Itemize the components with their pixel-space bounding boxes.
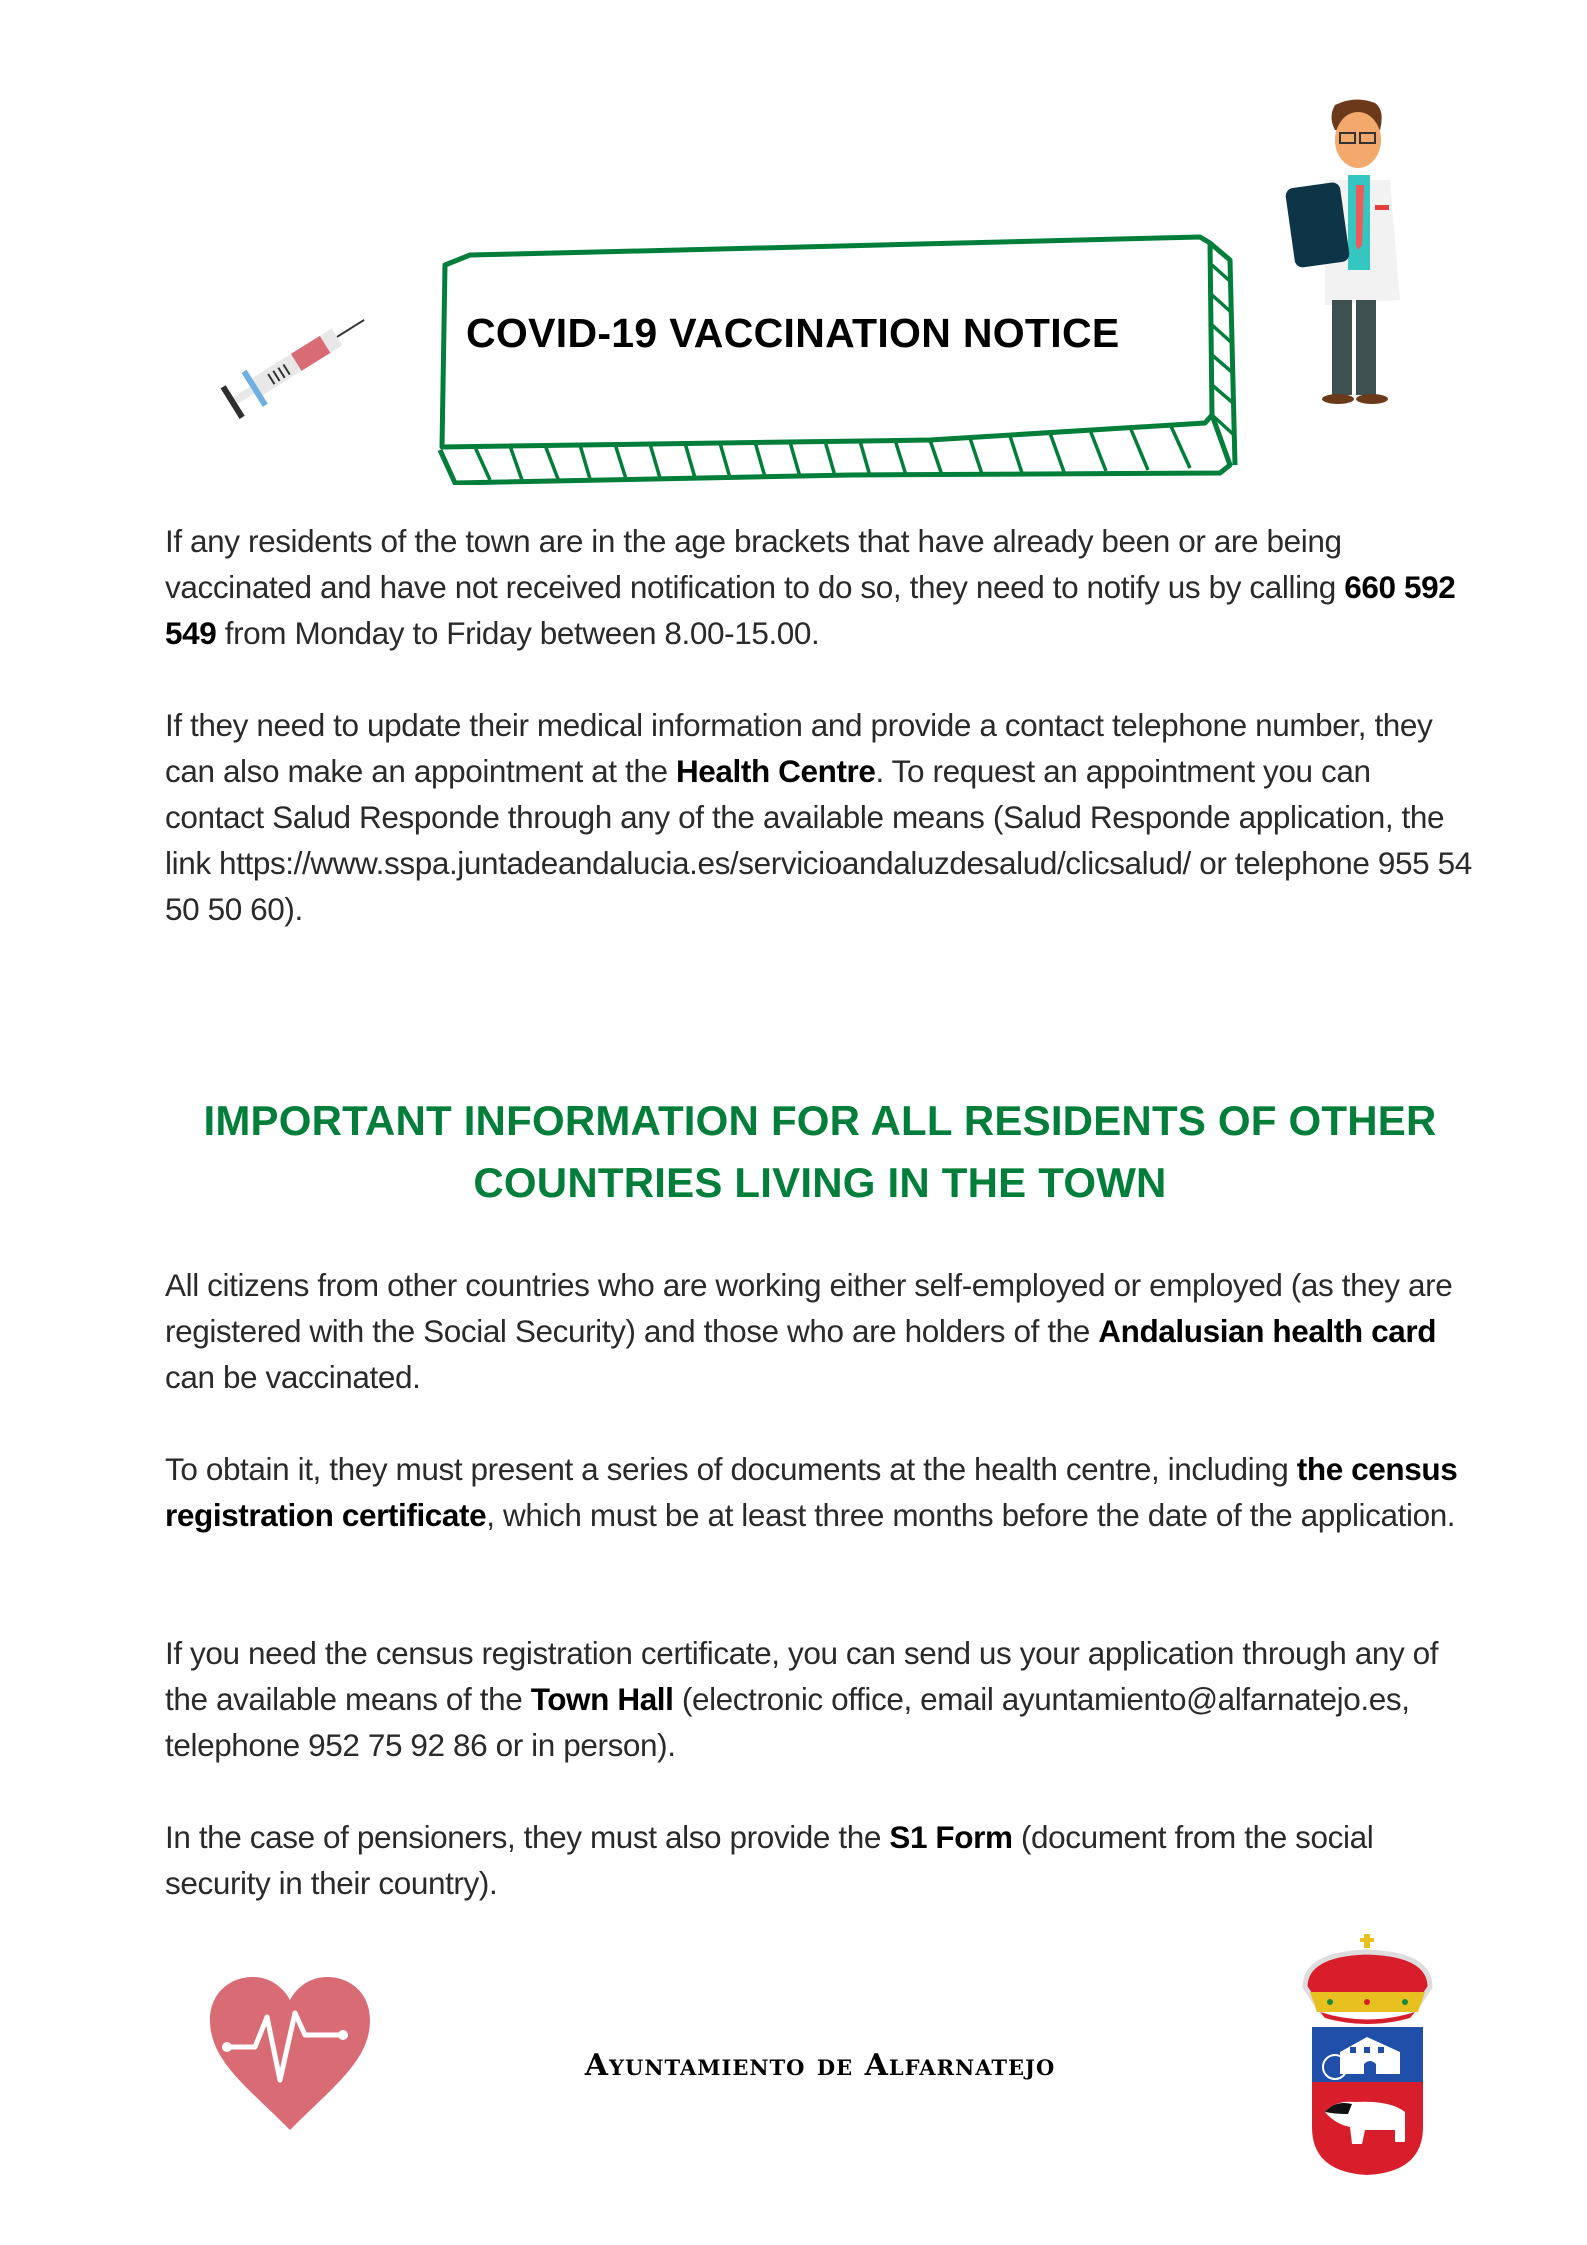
section-heading-line-1: IMPORTANT INFORMATION FOR ALL RESIDENTS OF OTHER — [203, 1097, 1437, 1144]
p6-text-1: In the case of pensioners, they must also provide the — [165, 1819, 890, 1855]
s1-form-bold: S1 Form — [889, 1819, 1013, 1855]
health-centre-paragraph — [165, 702, 1475, 932]
doctor-illustration — [1280, 95, 1430, 410]
syringe-icon — [205, 300, 380, 430]
p3-text-1: All citizens from other countries who are working either self-employed or employed (as they are registered with the Social Security) and those who are holders of the — [165, 1267, 1453, 1349]
p5-text-1: If you need the census registration certificate, you can send us your application through any of the available means of the — [165, 1635, 1439, 1717]
p2-text-2: . To request an appointment you can contact Salud Responde through any of the available means (Salud Responde application, the link https://www.sspa.juntadeandalucia.es/servicioandaluzdesalud/clicsalud/ or telephone 955 54 50 50 60). — [165, 753, 1472, 927]
p1-text-2: from Monday to Friday between 8.00-15.00. — [216, 615, 820, 651]
health-card-bold: Andalusian health card — [1098, 1313, 1437, 1349]
p1-text-1: If any residents of the town are in the age brackets that have already been or are being vaccinated and have not received notification to do so, they need to notify us by calling — [165, 523, 1345, 605]
p3-text-2: can be vaccinated. — [165, 1359, 421, 1395]
notification-paragraph — [165, 518, 1475, 656]
p5-text-2: (electronic office, email ayuntamiento@alfarnatejo.es, telephone 952 75 92 86 or in person). — [165, 1681, 1410, 1763]
census-certificate-bold: the census registration certificate — [165, 1451, 1458, 1533]
phone-number: 660 592 549 — [165, 569, 1456, 651]
town-hall-bold: Town Hall — [530, 1681, 674, 1717]
page-title: COVID-19 VACCINATION NOTICE — [466, 310, 1120, 356]
p4-text-1: To obtain it, they must present a series of documents at the health centre, including — [165, 1451, 1297, 1487]
section-heading-line-2: COUNTRIES LIVING IN THE TOWN — [473, 1159, 1167, 1206]
pensioners-paragraph — [165, 1814, 1475, 1906]
p6-text-2: (document from the social security in their country). — [165, 1819, 1374, 1901]
organization-name: Ayuntamiento de Alfarnatejo — [584, 2048, 1056, 2083]
p2-text-1: If they need to update their medical information and provide a contact telephone number, they can also make an appointment at the — [165, 707, 1433, 789]
documents-paragraph — [165, 1446, 1475, 1538]
p4-text-2: , which must be at least three months before the date of the application. — [486, 1497, 1456, 1533]
section-heading — [120, 1090, 1520, 1214]
health-centre-bold: Health Centre — [675, 753, 876, 789]
eligibility-paragraph — [165, 1262, 1475, 1400]
town-hall-paragraph — [165, 1630, 1475, 1768]
heart-pulse-icon — [205, 1975, 375, 2135]
coat-of-arms-logo — [1290, 1932, 1445, 2177]
